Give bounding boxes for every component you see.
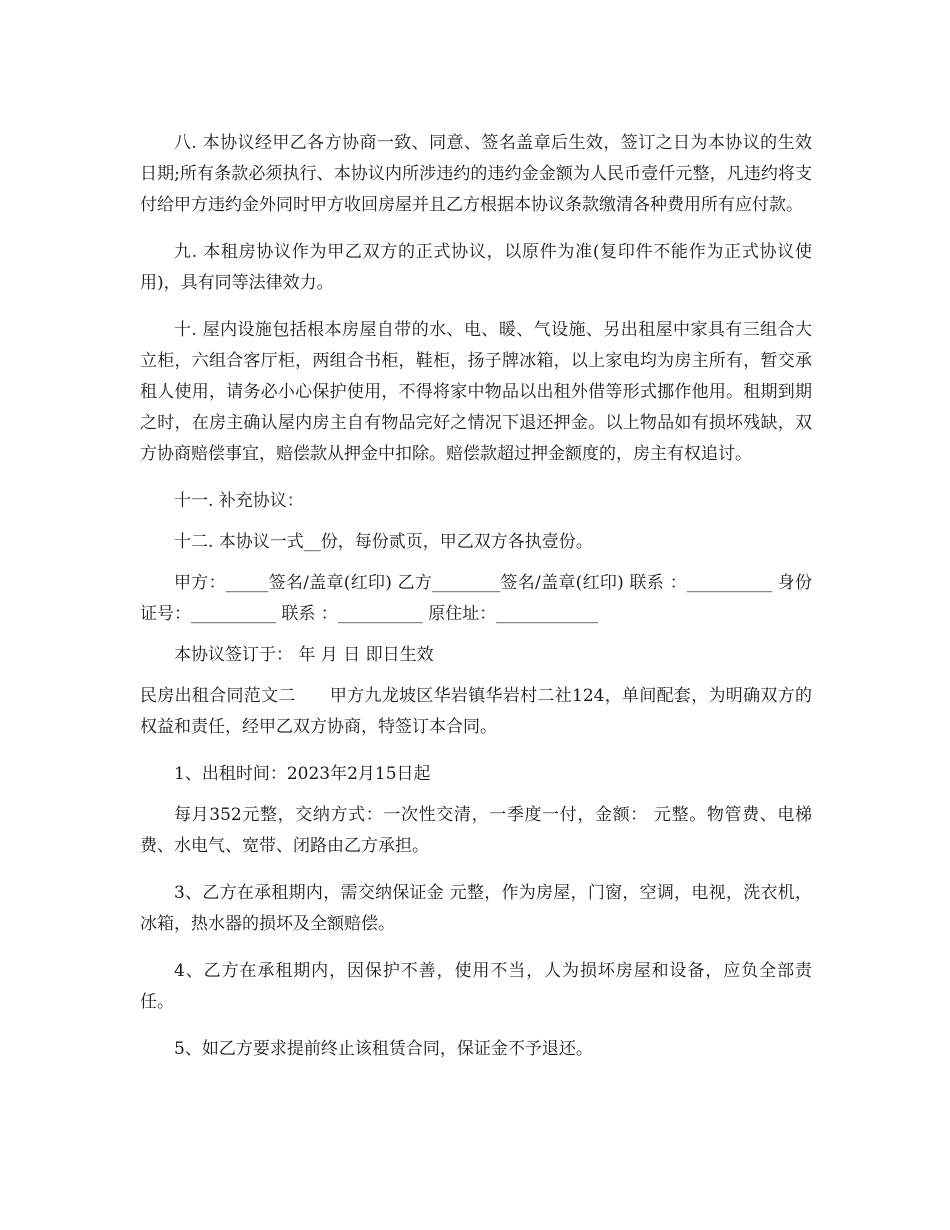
clause-11: 十一. 补充协议： — [174, 491, 304, 511]
contract-two-intro: 民房出租合同范文二 甲方九龙坡区华岩镇华岩村二社124，单间配套，为明确双方的权益和责任，经甲乙双方协商，特签订本合同。 — [140, 686, 812, 737]
signing-date: 本协议签订于： 年 月 日 即日生效 — [174, 645, 434, 665]
contract-two-clause-4: 4、乙方在承租期内，因保护不善，使用不当，人为损坏房屋和设备，应负全部责任。 — [140, 961, 812, 1012]
contract-two-clause-3: 3、乙方在承租期内，需交纳保证金 元整，作为房屋，门窗，空调，电视，洗衣机，冰箱，热水器的损坏及全额赔偿。 — [140, 883, 812, 934]
clause-9: 九. 本租房协议作为甲乙双方的正式协议，以原件为准(复印件不能作为正式协议使用)，具有同等法律效力。 — [140, 242, 812, 293]
document-body — [140, 128, 812, 1081]
clause-8: 八. 本协议经甲乙各方协商一致、同意、签名盖章后生效，签订之日为本协议的生效日期;所有条款必须执行、本协议内所涉违约的违约金金额为人民币壹仟元整，凡违约将支付给甲方违约金外同时甲方收回房屋并且乙方根据本协议条款缴清各种费用所有应付款。 — [140, 133, 812, 215]
clause-12: 十二. 本协议一式__份，每份贰页，甲乙双方各执壹份。 — [174, 532, 593, 552]
contract-two-rent: 每月352元整，交纳方式：一次性交清，一季度一付，金额： 元整。物管费、电梯费、水电气、宽带、闭路由乙方承担。 — [140, 805, 812, 856]
contract-two-clause-5: 5、如乙方要求提前终止该租赁合同，保证金不予退还。 — [174, 1039, 593, 1059]
signature-line: 甲方：_____签名/盖章(红印) 乙方________签名/盖章(红印) 联系 ：__________ 身份证号：__________ 联系 ：__________ 原住址：____________ — [140, 573, 812, 624]
clause-10: 十. 屋内设施包括根本房屋自带的水、电、暖、气设施、另出租屋中家具有三组合大立柜，六组合客厅柜，两组合书柜，鞋柜，扬子牌冰箱，以上家电均为房主所有，暂交承租人使用，请务必小心保护使用，不得将家中物品以出租外借等形式挪作他用。租期到期之时，在房主确认屋内房主自有物品完好之情况下退还押金。以上物品如有损坏残缺，双方协商赔偿事宜，赔偿款从押金中扣除。赔偿款超过押金额度的，房主有权追讨。 — [140, 320, 812, 464]
contract-two-clause-1: 1、出租时间：2023年2月15日起 — [174, 764, 431, 784]
